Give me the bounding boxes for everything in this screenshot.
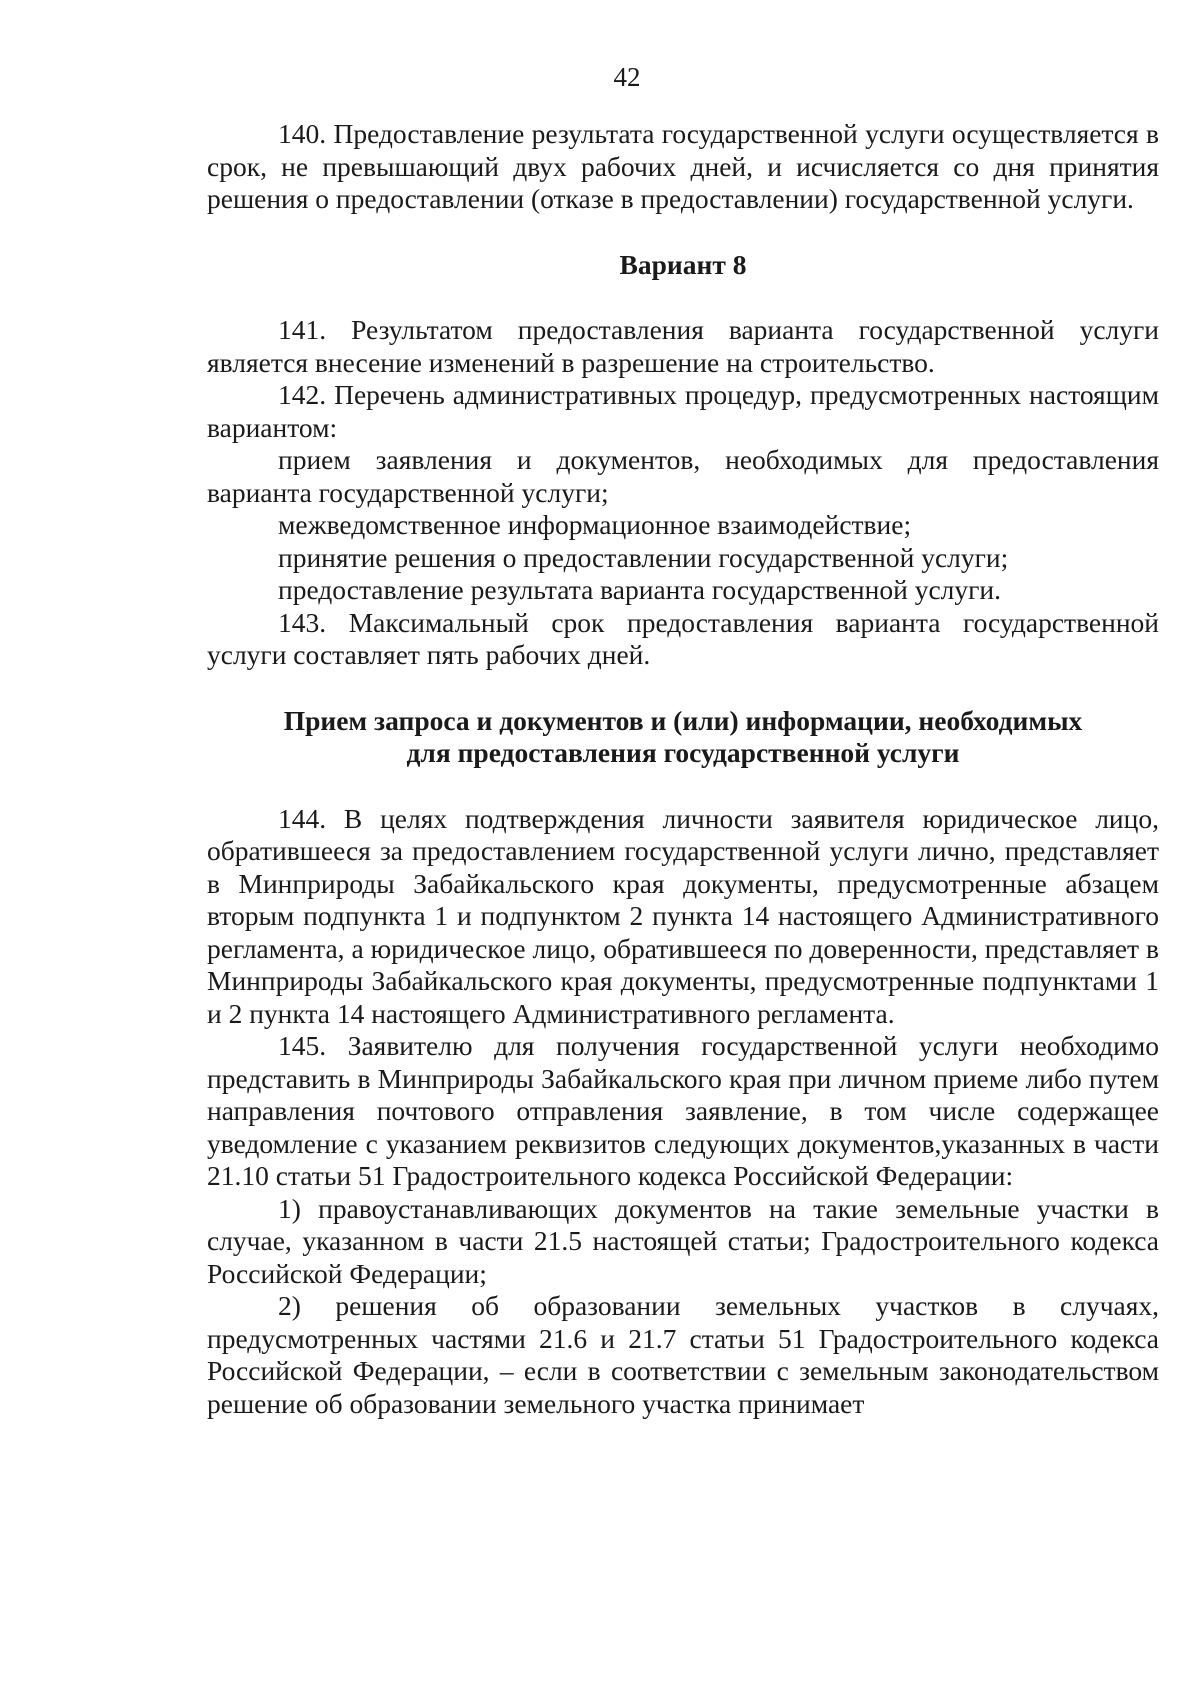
paragraph-142-item-3: принятие решения о предоставлении государственной услуги;: [278, 541, 1009, 573]
paragraph-142: 142. Перечень административных процедур, предусмотренных настоящим вариантом:: [207, 379, 1159, 443]
page-number: 42: [613, 62, 641, 92]
paragraph-142-item-4: предоставление результата варианта государственной услуги.: [278, 574, 1002, 605]
paragraph-145: 145. Заявителю для получения государственной услуги необходимо представить в Минприроды Забайкальского края при личном приеме либо путем направления почтового отправления заявление, в том числе содержащее уведомление с указанием реквизитов следующих документов,указанных в части 21.10 статьи 51 Градостроительного кодекса Российской Федерации:: [207, 1030, 1159, 1191]
paragraph-141: 141. Результатом предоставления варианта государственной услуги является внесение изменений в разрешение на строительство.: [207, 314, 1159, 378]
paragraph-145-item-2: 2) решения об образовании земельных участков в случаях, предусмотренных частями 21.6 и 21.7 статьи 51 Градостроительного кодекса Российской Федерации, – если в соответствии с земельным законодательством решение об образовании земельного участка принимает: [207, 1290, 1159, 1419]
section-heading-line-2: для предоставления государственной услуги: [406, 737, 960, 768]
paragraph-142-item-1: прием заявления и документов, необходимых для предоставления варианта государственной услуги;: [207, 444, 1159, 508]
paragraph-142-item-2: межведомственное информационное взаимодействие;: [278, 509, 912, 540]
paragraph-144: 144. В целях подтверждения личности заявителя юридическое лицо, обратившееся за предоставлением государственной услуги лично, представляет в Минприроды Забайкальского края документы, предусмотренные абзацем вторым подпункта 1 и подпунктом 2 пункта 14 настоящего Административного регламента, а юридическое лицо, обратившееся по доверенности, представляет в Минприроды Забайкальского края документы, предусмотренные подпунктами 1 и 2 пункта 14 настоящего Административного регламента.: [207, 802, 1159, 1029]
heading-variant-8: Вариант 8: [619, 248, 747, 280]
section-heading-line-1: Прием запроса и документов и (или) информации, необходимых: [283, 704, 1083, 736]
section-heading: [207, 705, 1159, 770]
paragraph-145-item-1: 1) правоустанавливающих документов на такие земельные участки в случае, указанном в части 21.5 настоящей статьи; Градостроительного кодекса Российской Федерации;: [207, 1192, 1159, 1289]
document-body: [207, 118, 1159, 1420]
paragraph-140: 140. Предоставление результата государственной услуги осуществляется в срок, не превышающий двух рабочих дней, и исчисляется со дня принятия решения о предоставлении (отказе в предоставлении) государственной услуги.: [207, 118, 1159, 214]
paragraph-143: 143. Максимальный срок предоставления варианта государственной услуги составляет пять рабочих дней.: [207, 606, 1159, 670]
